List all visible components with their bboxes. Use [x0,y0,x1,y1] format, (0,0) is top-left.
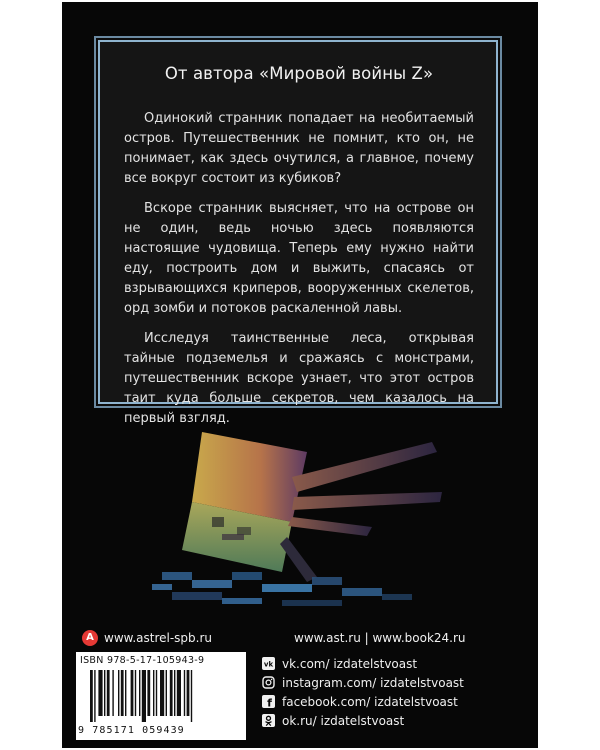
barcode-bar [121,670,124,716]
astrel-logo-icon: A [82,630,98,646]
barcode-bar [170,670,173,716]
ok-icon [262,714,275,727]
vk-icon [262,657,275,670]
barcode-block [76,652,246,740]
svg-text:f: f [267,696,272,708]
barcode-bar [177,670,181,716]
barcode-bar [174,670,175,716]
social-facebook[interactable] [262,694,532,713]
tentacle [292,492,442,510]
barcode-bar [153,670,154,716]
barcode-bar [131,670,134,716]
tentacle [292,442,437,492]
paragraph-3: Исследуя таинственные леса, открывая тайные подземелья и сражаясь с монстрами, путешественник вскоре узнает, что этот остров таит куда больше секретов, чем казалось на первый взгляд. [124,331,474,426]
barcode-bar [166,670,167,716]
tentacle [280,537,317,582]
barcode-bar [118,670,119,716]
barcode-bar [90,670,93,722]
instagram-icon [262,676,275,689]
barcode-bar [94,670,95,722]
barcode [88,670,238,722]
barcode-bar [191,670,192,722]
social-instagram[interactable] [262,675,532,694]
barcode-bar [125,670,126,716]
social-facebook-text: facebook.com/ izdatelstvoast [282,695,458,709]
website-links [80,630,520,650]
barcode-bar [187,670,190,716]
ast-book24-url[interactable]: www.ast.ru | www.book24.ru [294,631,466,645]
isbn-label: ISBN 978-5-17-105943-9 [80,655,205,666]
facebook-icon [262,695,275,708]
barcode-bar [160,670,164,716]
barcode-bar [98,670,102,716]
barcode-bar [147,670,150,716]
barcode-bar [139,670,140,716]
social-vk-text: vk.com/ izdatelstvoast [282,657,418,671]
paragraph-1: Одинокий странник попадает на необитаемый остров. Путешественник не помнит, кто он, не понимает, как здесь очутился, а главное, почему все вокруг состоит из кубиков? [124,111,474,186]
astrel-url[interactable]: www.astrel-spb.ru [104,631,213,645]
barcode-bar [104,670,105,716]
paragraph-2: Вскоре странник выясняет, что на острове он не один, ведь ночью здесь появляются настоящие чудовища. Теперь ему нужно найти еду, построить дом и выжить, спасаясь от взрывающихся криперов, вооруженных скелетов, орд зомби и потоков раскаленной лавы. [124,201,474,316]
panel-title: От автора «Мировой войны Z» [164,64,434,83]
barcode-digits: 9 785171 059439 [78,725,185,736]
barcode-bar [156,670,157,716]
svg-text:vk: vk [263,660,274,669]
barcode-bar [142,670,146,722]
barcode-bar [107,670,110,716]
social-ok[interactable] [262,713,532,732]
social-vk[interactable] [262,656,532,675]
social-instagram-text: instagram.com/ izdatelstvoast [282,676,464,690]
social-ok-text: ok.ru/ izdatelstvoast [282,714,405,728]
back-cover [62,2,538,748]
squid-illustration [142,422,482,612]
barcode-bar [184,670,185,716]
social-links [262,656,532,732]
description-panel [98,40,498,426]
water-pixels [152,572,412,606]
barcode-bar [135,670,136,716]
barcode-bar [112,670,113,716]
tentacle [288,517,372,536]
